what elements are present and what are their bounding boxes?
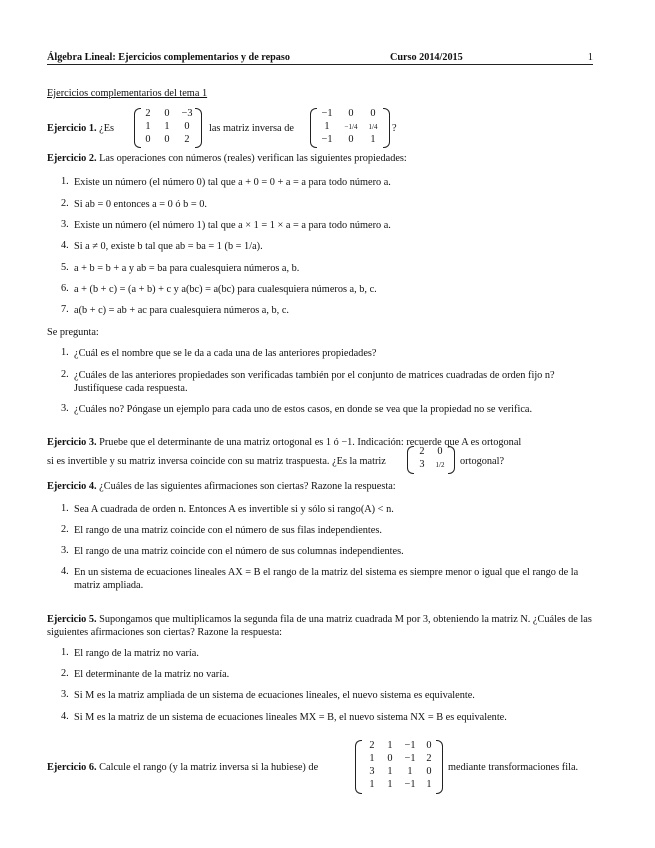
- matrix-entry: 1: [426, 779, 432, 790]
- ej5-intro: Supongamos que multiplicamos la segunda fila de una matriz cuadrada M por 3, obteniendo la matriz N. ¿Cuáles de las siguientes afirmaciones son ciertas? Razone la respuesta:: [47, 614, 592, 638]
- list-number: 3.: [61, 689, 69, 700]
- ej1-matrix-a: [134, 108, 202, 148]
- page-header: [47, 50, 593, 66]
- header-title: Álgebra Lineal: Ejercicios complementarios y de repaso: [47, 52, 290, 63]
- matrix-entry: −1: [404, 753, 416, 764]
- list-number: 1.: [61, 176, 69, 187]
- list-number: 7.: [61, 304, 69, 315]
- header-rule: [47, 64, 593, 65]
- matrix-entry: 0: [184, 121, 190, 132]
- matrix-entry: 1: [407, 766, 413, 777]
- matrix-entry: 1: [369, 753, 375, 764]
- list-number: 4.: [61, 240, 69, 251]
- matrix-entry: −1/4: [344, 123, 358, 131]
- ej3-matrix: [407, 446, 455, 474]
- matrix-entry: 0: [370, 108, 376, 119]
- matrix-entry: 3: [419, 459, 425, 470]
- ej4-item: En un sistema de ecuaciones lineales AX = B el rango de la matriz del sistema es siempre menor o igual que el rango de la matriz ampliada.: [74, 567, 579, 591]
- matrix-entry: 1/2: [435, 461, 445, 469]
- matrix-entry: 1: [369, 779, 375, 790]
- ej5-item: Si M es la matriz de un sistema de ecuaciones lineales MX = B, el nuevo sistema NX = B es equivalente.: [74, 712, 507, 723]
- ej2-question: ¿Cuáles no? Póngase un ejemplo para cada uno de estos casos, en donde se vea que la propiedad no se verifica.: [74, 404, 533, 415]
- list-number: 6.: [61, 283, 69, 294]
- matrix-entry: 3: [369, 766, 375, 777]
- list-number: 1.: [61, 647, 69, 658]
- matrix-entry: 0: [348, 134, 354, 145]
- list-number: 3.: [61, 219, 69, 230]
- list-number: 5.: [61, 262, 69, 273]
- ej1-post: ?: [392, 123, 397, 134]
- ej6-pre: Calcule el rango (y la matriz inversa si la hubiese) de: [99, 762, 319, 773]
- ej4-intro: ¿Cuáles de las siguientes afirmaciones son ciertas? Razone la respuesta:: [99, 481, 396, 492]
- list-number: 2.: [61, 668, 69, 679]
- ej1-pre: ¿Es: [99, 123, 115, 134]
- ej2-item: Existe un número (el número 1) tal que a × 1 = 1 × a = a para todo número a.: [74, 220, 391, 231]
- list-number: 1.: [61, 347, 69, 358]
- ej6-matrix: [355, 740, 443, 794]
- matrix-entry: 1/4: [368, 123, 378, 131]
- ej5-intro-block: [47, 613, 597, 639]
- matrix-entry: −1: [321, 108, 333, 119]
- matrix-entry: 1: [164, 121, 170, 132]
- ej3-line2: si es invertible y su matriz inversa coincide con su matriz traspuesta. ¿Es la matriz: [47, 456, 386, 467]
- ej4-label: Ejercicio 4.: [47, 481, 97, 492]
- ej2-item: a + b = b + a y ab = ba para cualesquiera números a, b.: [74, 263, 300, 274]
- matrix-entry: 2: [369, 740, 375, 751]
- matrix-entry: 1: [387, 740, 393, 751]
- matrix-entry: 0: [437, 446, 443, 457]
- ej6-post: mediante transformaciones fila.: [448, 762, 579, 773]
- list-number: 2.: [61, 198, 69, 209]
- ej2-item: a(b + c) = ab + ac para cualesquiera números a, b, c.: [74, 305, 289, 316]
- matrix-entry: −1: [404, 779, 416, 790]
- ej1-text: [47, 122, 114, 135]
- list-number: 4.: [61, 566, 69, 577]
- ej2-item: a + (b + c) = (a + b) + c y a(bc) = a(bc) para cualesquiera números a, b, c.: [74, 284, 377, 295]
- matrix-entry: −1: [404, 740, 416, 751]
- ej2-question: ¿Cuáles de las anteriores propiedades son verificadas también por el conjunto de matrices cuadradas de orden fijo n? Justifíquese cada respuesta.: [74, 370, 555, 394]
- list-number: 1.: [61, 503, 69, 514]
- matrix-entry: 1: [370, 134, 376, 145]
- matrix-entry: 0: [145, 134, 151, 145]
- ej2-intro: Las operaciones con números (reales) verifican las siguientes propiedades:: [99, 153, 407, 164]
- ej2-item: Si ab = 0 entonces a = 0 ó b = 0.: [74, 199, 207, 210]
- matrix-entry: 0: [426, 740, 432, 751]
- matrix-entry: 0: [164, 134, 170, 145]
- matrix-entry: 2: [145, 108, 151, 119]
- ej2-ask: Se pregunta:: [47, 327, 99, 338]
- list-number: 2.: [61, 524, 69, 535]
- matrix-entry: 1: [145, 121, 151, 132]
- ej5-label: Ejercicio 5.: [47, 614, 97, 625]
- matrix-entry: 0: [164, 108, 170, 119]
- ej3-label: Ejercicio 3.: [47, 437, 97, 448]
- section-title: Ejercicios complementarios del tema 1: [47, 88, 208, 99]
- matrix-entry: 2: [419, 446, 425, 457]
- header-course: Curso 2014/2015: [390, 52, 463, 63]
- ej4-intro-line: [47, 480, 396, 493]
- ej5-item: El rango de la matriz no varía.: [74, 648, 199, 659]
- matrix-entry: 0: [348, 108, 354, 119]
- ej2-item: Si a ≠ 0, existe b tal que ab = ba = 1 (b = 1/a).: [74, 241, 263, 252]
- ej4-item: El rango de una matriz coincide con el número de sus filas independientes.: [74, 525, 382, 536]
- ej6-label: Ejercicio 6.: [47, 762, 97, 773]
- ej1-matrix-b: [310, 108, 390, 148]
- ej4-item: El rango de una matriz coincide con el número de sus columnas independientes.: [74, 546, 404, 557]
- list-number: 3.: [61, 545, 69, 556]
- matrix-entry: 0: [426, 766, 432, 777]
- ej2-question: ¿Cuál es el nombre que se le da a cada una de las anteriores propiedades?: [74, 348, 377, 359]
- matrix-entry: −1: [321, 134, 333, 145]
- list-number: 3.: [61, 403, 69, 414]
- matrix-entry: 2: [426, 753, 432, 764]
- ej5-item: Si M es la matriz ampliada de un sistema de ecuaciones lineales, el nuevo sistema es equivalente.: [74, 690, 475, 701]
- ej2-item: Existe un número (el número 0) tal que a + 0 = 0 + a = a para todo número a.: [74, 177, 391, 188]
- ej1-mid: las matriz inversa de: [209, 123, 294, 134]
- matrix-entry: 1: [324, 121, 330, 132]
- ej5-item: El determinante de la matriz no varía.: [74, 669, 230, 680]
- ej3-text: Pruebe que el determinante de una matriz ortogonal es 1 ó −1. Indicación: recuerde que A es ortogonal: [99, 437, 522, 448]
- matrix-entry: −3: [181, 108, 193, 119]
- ej6-text: [47, 761, 318, 774]
- matrix-entry: 2: [184, 134, 190, 145]
- ej2-intro-line: [47, 152, 407, 165]
- ej1-label: Ejercicio 1.: [47, 123, 97, 134]
- matrix-entry: 1: [387, 766, 393, 777]
- list-number: 4.: [61, 711, 69, 722]
- list-number: 2.: [61, 369, 69, 380]
- ej3-post: ortogonal?: [460, 456, 505, 467]
- ej4-item: Sea A cuadrada de orden n. Entonces A es invertible si y sólo si rango(A) < n.: [74, 504, 394, 515]
- matrix-entry: 1: [387, 779, 393, 790]
- ej2-label: Ejercicio 2.: [47, 153, 97, 164]
- header-page-number: 1: [587, 52, 593, 63]
- matrix-entry: 0: [387, 753, 393, 764]
